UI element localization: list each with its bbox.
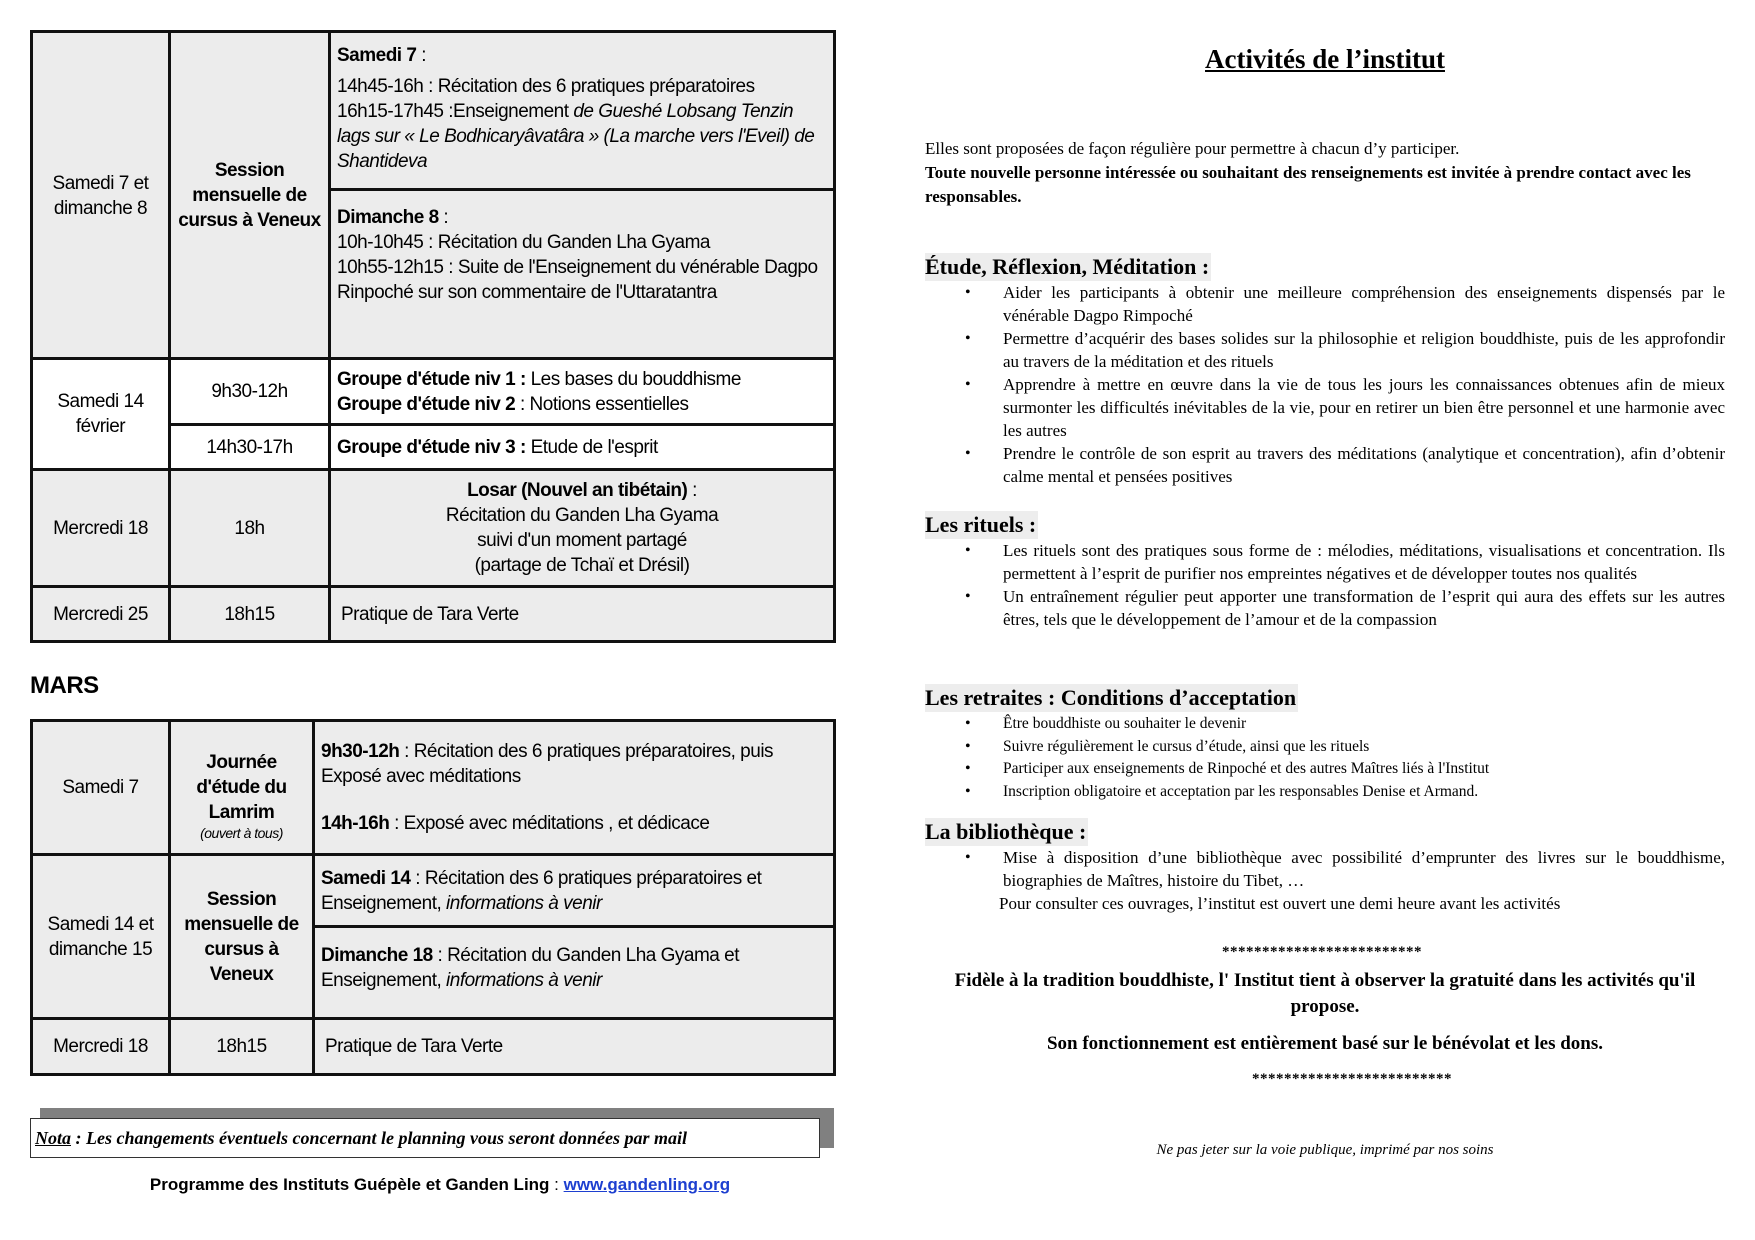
date-text: Mercredi 18 — [53, 1036, 148, 1057]
details-cell — [328, 360, 833, 423]
date-cell — [33, 722, 168, 853]
nota-box — [30, 1118, 820, 1158]
section-heading-study: Étude, Réflexion, Méditation : — [925, 254, 1210, 279]
section-heading-rituals: Les rituels : — [925, 512, 1037, 537]
details-cell — [328, 471, 833, 585]
details-cell — [312, 1020, 833, 1073]
website-link[interactable]: www.gandenling.org — [563, 1175, 731, 1194]
detail-line: 14h45-16h : Récitation des 6 pratiques préparatoires — [337, 76, 755, 97]
detail-line: (partage de Tchaï et Drésil) — [474, 555, 690, 576]
closing-statement-2: Son fonctionnement est entièrement basé sur le bénévolat et les dons. — [1046, 1033, 1604, 1054]
detail-text: : Récitation des 6 pratiques préparatoires, puis Exposé avec méditations — [321, 741, 774, 787]
block-heading: Dimanche 18 — [321, 944, 433, 966]
group-label: Groupe d'étude niv 1 : — [337, 368, 526, 390]
details-cell — [328, 588, 833, 640]
date-text: Samedi 7 — [62, 777, 139, 798]
detail-line: Récitation du Ganden Lha Gyama — [445, 505, 719, 526]
detail-line — [337, 435, 827, 460]
detail-line — [337, 99, 827, 174]
list-item: • Les rituels sont des pratiques sous forme de : mélodies, méditations, visualisations et concentration. Ils permettent à l’esprit de purifier nos empreintes négatives et de développer toutes nos qualités — [925, 539, 1725, 585]
rituals-list — [925, 539, 1725, 631]
disclaimer: Ne pas jeter sur la voie publique, imprimé par nos soins — [1156, 1142, 1494, 1158]
detail-line: suivi d'un moment partagé — [477, 530, 687, 551]
activity-label-cell — [168, 33, 328, 358]
detail-block — [331, 33, 833, 188]
event-heading: Losar (Nouvel an tibétain) — [467, 480, 688, 501]
list-item: • Un entraînement régulier peut apporter une transformation de l’esprit qui aura des effets sur les autres êtres, tels que le développement de l’amour et de la compassion — [925, 585, 1725, 631]
heading-suffix: : — [416, 45, 426, 66]
block-heading: Dimanche 8 — [337, 207, 439, 228]
date-cell — [33, 588, 168, 640]
details-cell — [328, 426, 833, 468]
list-item: • Être bouddhiste ou souhaiter le devenir — [925, 713, 1725, 736]
footer-text: Programme des Instituts Guépèle et Ganden Ling — [149, 1175, 550, 1194]
detail-text: : Exposé avec méditations , et dédicace — [389, 813, 710, 834]
block-heading: Samedi 7 — [337, 45, 417, 66]
details-cell — [312, 722, 833, 853]
activity-label: Session mensuelle de cursus à Veneux — [178, 160, 321, 231]
march-schedule-table — [30, 719, 836, 1076]
time-label: 9h30-12h — [321, 741, 400, 762]
detail-italic: de Gueshé Lobsang Tenzin lags sur « Le Bodhicaryâvatâra » (La marche vers l'Eveil) de Shantideva — [337, 101, 815, 172]
table-row — [33, 856, 833, 1017]
time-cell — [168, 360, 328, 423]
time-text: 14h30-17h — [206, 436, 293, 458]
library-list — [925, 846, 1725, 915]
activity-label-cell — [168, 856, 312, 1017]
heading-suffix: : — [687, 480, 697, 501]
time-cell — [168, 588, 328, 640]
time-label: 14h-16h — [321, 813, 390, 834]
list-item: • Apprendre à mettre en œuvre dans la vie de tous les jours les connaissances obtenues afin de mieux surmonter les difficultés inévitables de la vie, pour en retirer un bien être personnel et une harmonie avec les autres — [925, 373, 1725, 442]
table-row — [33, 33, 833, 358]
detail-line: Pratique de Tara Verte — [341, 603, 519, 625]
detail-line — [321, 739, 827, 789]
group-topic: : Notions essentielles — [515, 393, 689, 415]
detail-block — [315, 856, 833, 925]
date-text: Mercredi 18 — [53, 517, 148, 539]
group-topic: Les bases du bouddhisme — [525, 368, 741, 390]
page-title — [925, 44, 1725, 75]
section-heading-retreats: Les retraites : Conditions d’acceptation — [925, 685, 1297, 710]
table-row — [33, 588, 833, 640]
activity-label: Session mensuelle de cursus à Veneux — [184, 888, 299, 985]
detail-block — [315, 928, 833, 1007]
detail-line — [321, 811, 827, 836]
footer-separator: : — [549, 1175, 564, 1194]
date-text: Samedi 14 et dimanche 15 — [47, 913, 154, 960]
detail-italic: informations à venir — [446, 969, 602, 991]
list-item: • Permettre d’acquérir des bases solides sur la philosophie et religion bouddhiste, puis de les approfondir au travers de la méditation et des rituels — [925, 327, 1725, 373]
group-topic: Etude de l'esprit — [525, 436, 658, 458]
detail-line-start: 16h15-17h45 :Enseignement — [337, 101, 574, 122]
group-label: Groupe d'étude niv 2 — [337, 393, 516, 415]
list-item: • Aider les participants à obtenir une meilleure compréhension des enseignements dispensés par le vénérable Dagpo Rimpoché — [925, 281, 1725, 327]
time-text: 9h30-12h — [211, 381, 288, 402]
detail-text: : Récitation du Ganden Lha Gyama et Enseignement, — [321, 944, 739, 991]
intro-bold-text: Toute nouvelle personne intéressée ou souhaitant des renseignements est invitée à prendre contact avec les responsables. — [925, 163, 1691, 206]
section-heading-library: La bibliothèque : — [925, 819, 1087, 844]
page-title-text: Activités de l’institut — [1205, 44, 1445, 74]
time-text: 18h15 — [216, 1036, 267, 1057]
heading-suffix: : — [438, 207, 449, 228]
time-text: 18h15 — [224, 603, 275, 625]
date-text: Samedi 14 février — [57, 391, 144, 437]
details-cell — [328, 33, 833, 358]
intro — [925, 137, 1725, 209]
date-cell — [33, 360, 168, 468]
list-item: • Suivre régulièrement le cursus d’étude, ainsi que les rituels — [925, 736, 1725, 759]
list-item: • Participer aux enseignements de Rinpoché et des autres Maîtres liés à l'Institut — [925, 758, 1725, 781]
list-item: • Mise à disposition d’une bibliothèque avec possibilité d’emprunter des livres sur le bouddhisme, biographies de Maîtres, histoire du Tibet, … — [925, 846, 1725, 892]
detail-line — [337, 367, 827, 392]
list-item: • Prendre le contrôle de son esprit au travers des méditations (analytique et concentration), afin d’obtenir calme mental et pensées positives — [925, 442, 1725, 488]
detail-italic: informations à venir — [446, 892, 602, 914]
date-cell — [33, 471, 168, 585]
intro-text: Elles sont proposées de façon régulière pour permettre à chacun d’y participer. — [925, 139, 1460, 158]
detail-line — [337, 392, 827, 417]
study-list — [925, 281, 1725, 488]
closing-statement: Fidèle à la tradition bouddhiste, l' Institut tient à observer la gratuité dans les activités qu'il propose. — [954, 970, 1696, 1017]
detail-block — [331, 191, 833, 358]
stars-divider: ************************* — [1222, 944, 1422, 960]
february-schedule-table — [30, 30, 836, 643]
date-cell — [33, 33, 168, 358]
nota-text: : Les changements éventuels concernant le planning vous seront données par mail — [71, 1128, 688, 1148]
table-row — [33, 1020, 833, 1073]
table-row — [33, 471, 833, 585]
activity-label-cell — [168, 722, 312, 853]
date-cell — [33, 1020, 168, 1073]
time-text: 18h — [234, 517, 265, 539]
date-text: Samedi 7 et dimanche 8 — [52, 172, 149, 219]
nota-label: Nota — [35, 1128, 71, 1148]
table-row — [33, 360, 833, 468]
detail-line: 10h55-12h15 : Suite de l'Enseignement du vénérable Dagpo Rinpoché sur son commentaire de l'Uttaratantra — [337, 257, 818, 303]
time-cell — [168, 471, 328, 585]
detail-line: 10h-10h45 : Récitation du Ganden Lha Gyama — [337, 232, 710, 253]
table-row — [33, 722, 833, 853]
activity-note: (ouvert à tous) — [200, 825, 283, 841]
date-text: Mercredi 25 — [53, 603, 148, 625]
stars-divider: ************************* — [1252, 1071, 1452, 1087]
block-heading: Samedi 14 — [321, 867, 411, 889]
activity-label: Journée d'étude du Lamrim — [196, 752, 287, 823]
detail-line: Pratique de Tara Verte — [325, 1036, 503, 1057]
date-cell — [33, 856, 168, 1017]
list-item: • Inscription obligatoire et acceptation par les responsables Denise et Armand. — [925, 781, 1725, 804]
retreats-list — [925, 713, 1725, 803]
time-cell — [168, 1020, 312, 1073]
month-heading: MARS — [30, 672, 99, 699]
list-continuation: Pour consulter ces ouvrages, l’institut est ouvert une demi heure avant les activités — [999, 894, 1561, 913]
details-cell — [312, 856, 833, 1017]
group-label: Groupe d'étude niv 3 : — [337, 436, 526, 458]
footer — [0, 1175, 880, 1195]
detail-text: : Récitation des 6 pratiques préparatoires et Enseignement, — [321, 867, 762, 914]
time-cell — [168, 426, 328, 468]
